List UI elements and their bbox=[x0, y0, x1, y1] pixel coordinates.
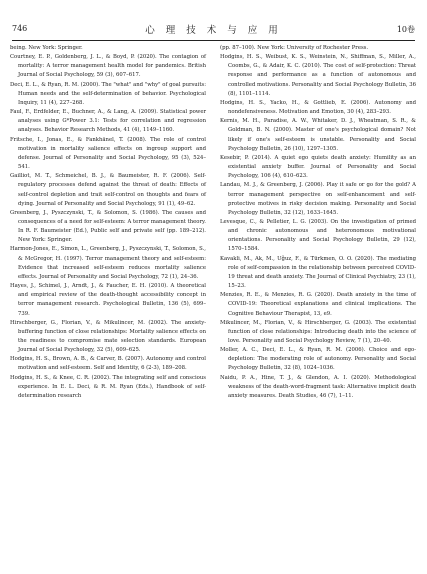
reference-entry: (pp. 87–100). New York: University of Rochester Press. bbox=[220, 45, 369, 51]
references-left-column bbox=[10, 44, 206, 401]
reference-entry: Kernis, M. H., Paradise, A. W., Whitaker, D. J., Wheatman, S. R., & Goldman, B. N. (2000). Master of one's psychological domain? Not likely if one's self-esteem is unstable. Personality and Social Psychology Bulletin, 26 (10), 1297–1305. bbox=[220, 118, 416, 152]
reference-entry: Hodgins, H. S., & Knee, C. R. (2002). The integrating self and conscious experience. In E. L. Deci, & R. M. Ryan (Eds.), Handbook of self-determination research bbox=[10, 374, 206, 399]
reference-entry: Harmon-Jones, E., Simon, L., Greenberg, J., Pyszczynski, T., Solomon, S., & McGregor, H. (1997). Terror management theory and self-esteem: Evidence that increased self-esteem reduces mortality salience effects. Journal of Personality and Social Psychology, 72 (1), 24–36. bbox=[10, 246, 206, 280]
reference-entry: Gailliot, M. T., Schmeichel, B. J., & Baumeister, R. F. (2006). Self-regulatory processes defend against the threat of death: Effects of self-control depletion and trait self-control on thoughts and fears of dying. Journal of Personality and Social Psychology, 91 (1), 49–62. bbox=[10, 173, 206, 207]
reference-entry: Fritsche, I., Jonas, E., & Fankhänel, T. (2008). The role of control motivation in mortality salience effects on ingroup support and defense. Journal of Personality and Social Psychology, 95 (3), 524–541. bbox=[10, 136, 206, 171]
volume-label: 10卷 bbox=[396, 25, 415, 34]
reference-entry: Menzies, R. E., & Menzies, R. G. (2020). Death anxiety in the time of COVID-19: Theoretical explanations and clinical implications. The Cognitive Behaviour Therapist, 13, e9. bbox=[220, 292, 416, 317]
reference-entry: Courtney, E. P., Goldenberg, J. L., & Boyd, P. (2020). The contagion of mortality: A terror management health model for pandemics. British Journal of Social Psychology, 59 (3), 607–617. bbox=[10, 54, 206, 79]
reference-entry: Kavakli, M., Ak, M., Uğuz, F., & Türkmen, O. O. (2020). The mediating role of self-compassion in the relationship between perceived COVID-19 threat and death anxiety. The Journal of Clinical Psychiatry, 23 (1), 15–23. bbox=[220, 255, 416, 290]
reference-entry: Hodgins, H. S., Yacko, H., & Gottlieb, E. (2006). Autonomy and nondefensiveness. Motivation and Emotion, 30 (4), 283–293. bbox=[220, 99, 416, 116]
journal-title: 心 理 技 术 与 应 用 bbox=[145, 25, 282, 36]
reference-entry: Kesebir, P. (2014). A quiet ego quiets death anxiety: Humility as an existential anxiety buffer. Journal of Personality and Social Psychology, 106 (4), 610–623. bbox=[220, 154, 416, 180]
reference-entry: being. New York: Springer. bbox=[10, 45, 83, 51]
reference-entry: Faul, F., Erdfelder, E., Buchner, A., & Lang, A. (2009). Statistical power analyses using G*Power 3.1: Tests for correlation and regression analyses. Behavior Research Methods, 41 (4), 1149–1160. bbox=[10, 109, 206, 134]
references-right-column bbox=[220, 44, 416, 401]
reference-entry: Moller, A. C., Deci, E. L., & Ryan, R. M. (2006). Choice and ego-depletion: The moderating role of autonomy. Personality and Social Psychology Bulletin, 32 (8), 1024–1036. bbox=[220, 347, 416, 372]
reference-entry: Hayes, J., Schimel, J., Arndt, J., & Faucher, E. H. (2010). A theoretical and empirical review of the death-thought accessibility concept in terror management research. Psychological Bulletin, 136 (5), 699–739. bbox=[10, 283, 206, 317]
reference-entry: Naidu, P. A., Hine, T. J., & Glendon, A. I. (2020). Methodological weakness of the death-word-fragment task: Alternative implicit death anxiety measures. Death Studies, 46 (7), 1–11. bbox=[220, 374, 416, 399]
running-header bbox=[12, 18, 415, 41]
reference-entry: Levesque, C., & Pelletier, L. G. (2003). On the investigation of primed and chronic autonomous and heteronomous motivational orientations. Personality and Social Psychology Bulletin, 29 (12), 1570–1584. bbox=[220, 218, 416, 253]
page-number: 746 bbox=[12, 24, 28, 33]
reference-entry: Hirschberger, G., Florian, V., & Mikulincer, M. (2002). The anxiety-buffering function of close relationships: Mortality salience effects on the readiness to compromise mate selection standards. European Journal of Social Psychology, 32 (5), 609–625. bbox=[10, 319, 206, 354]
reference-entry: Deci, E. L., & Ryan, R. M. (2000). The "what" and "why" of goal pursuits: Human needs and the self-determination of behavior. Psychological Inquiry, 11 (4), 227–268. bbox=[10, 81, 206, 106]
reference-entry: Mikulincer, M., Florian, V., & Hirschberger, G. (2003). The existential function of close relationships: Introducing death into the science of love. Personality and Social Psychology Review, 7 (1), 20–40. bbox=[220, 319, 416, 344]
reference-entry: Hodgins, H. S., Brown, A. B., & Carver, B. (2007). Autonomy and control motivation and self-esteem. Self and Identity, 6 (2-3), 189–208. bbox=[10, 356, 206, 372]
reference-entry: Landau, M. J., & Greenberg, J. (2006). Play it safe or go for the gold? A terror management perspective on self-enhancement and self-protective motives in risky decision making. Personality and Social Psychology Bulletin, 32 (12), 1633–1645. bbox=[220, 182, 416, 216]
reference-entry: Hodgins, H. S., Weibust, K. S., Weinstein, N., Shiffman, S., Miller, A., Coombs, G., & Adair, K. C. (2010). The cost of self-protection: Threat response and performance as a function of autonomous and controlled motivations. Personality and Social Psychology Bulletin, 36 (8), 1101–1114. bbox=[220, 54, 416, 97]
reference-entry: Greenberg, J., Pyszczynski, T., & Solomon, S. (1986). The causes and consequences of a need for self-esteem: A terror management theory. In R. F. Baumeister (Ed.), Public self and private self (pp. 189–212). New York: Springer. bbox=[10, 209, 206, 244]
